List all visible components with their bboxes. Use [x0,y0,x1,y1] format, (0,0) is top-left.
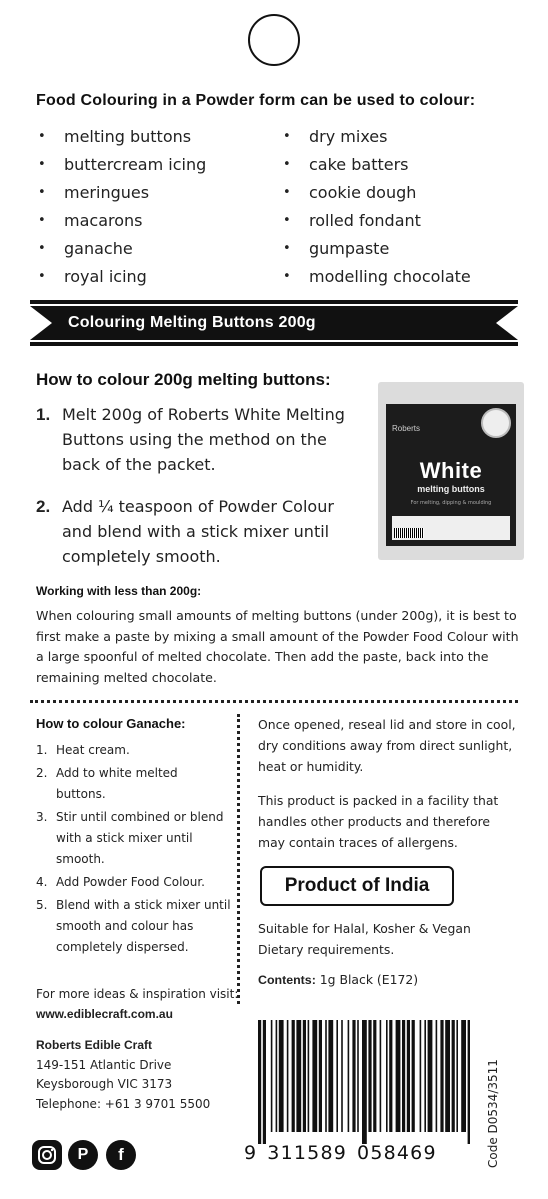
contents-line [258,972,418,987]
instagram-icon[interactable] [32,1140,62,1170]
list-item: • rolled fondant [283,210,421,230]
barcode-bar [341,1020,343,1132]
barcode-bar [380,1020,382,1132]
list-item: • ganache [38,238,133,258]
website-link[interactable]: www.ediblecraft.com.au [36,1007,173,1021]
list-item: • cake batters [283,154,409,174]
bullet-icon: • [283,268,291,284]
list-item: • dry mixes [283,126,388,146]
list-item: 3. Stir until combined or blend with a stick mixer until smooth. [36,810,224,866]
list-item: • macarons [38,210,143,230]
divider-horizontal [30,700,518,703]
bullet-icon: • [283,212,291,228]
barcode-bar [263,1020,266,1144]
barcode-bar [296,1020,301,1132]
barcode-bar [424,1020,426,1132]
blank-circle-marker [248,14,300,66]
barcode-bar [319,1020,322,1132]
barcode-bar [428,1020,433,1132]
bullet-icon: • [283,156,291,172]
barcode-bar [303,1020,306,1132]
divider-vertical [237,714,240,1004]
barcode-bar [292,1020,295,1132]
barcode-bar [325,1020,327,1132]
packet-subtitle: melting buttons [417,484,485,494]
barcode-bar [389,1020,392,1132]
barcode-bar [336,1020,338,1132]
list-item: • melting buttons [38,126,192,146]
howto-title: How to colour 200g melting buttons: [36,370,331,389]
barcode-bar [258,1020,261,1144]
barcode-bar [452,1020,455,1132]
facebook-icon[interactable]: f [106,1140,136,1170]
less-body: When colouring small amounts of melting buttons (under 200g), it is best to first make a paste by mixing a small amount of the Powder Food Colour with a large spoonful of melted chocolate. Then add the paste, back into the remaining melted chocolate. [36,608,519,685]
barcode-bar [420,1020,422,1132]
barcode-bar [468,1020,470,1144]
barcode-bar [402,1020,405,1132]
barcode-bar [352,1020,355,1132]
bullet-icon: • [283,128,291,144]
barcode-graphic [258,1020,470,1144]
less-title: Working with less than 200g: [36,584,202,598]
step-number: 2. [36,497,51,516]
list-item: 1. Heat cream. [36,743,130,757]
barcode-bar [357,1020,359,1132]
barcode-bar [456,1020,458,1132]
list-item: • modelling chocolate [283,266,471,286]
bullet-icon: • [38,268,46,284]
barcode-bar [279,1020,284,1132]
company-address-line: Keysborough VIC 3173 [36,1077,173,1091]
barcode-bar [436,1020,438,1132]
banner-rule-top [30,300,518,304]
list-item: • buttercream icing [38,154,207,174]
barcode-digit-group: 9 [244,1142,258,1164]
packet-badge-icon [481,408,511,438]
barcode-bar [368,1020,371,1132]
barcode-bar [276,1020,278,1132]
barcode-bar [440,1020,443,1132]
contents-label: Contents: [258,973,316,987]
ganache-steps [36,740,231,960]
packet-brand: Roberts [392,424,421,433]
barcode-digit-group: 058469 [357,1142,437,1164]
bullet-icon: • [38,212,46,228]
company-address-line: 149-151 Atlantic Drive [36,1057,172,1072]
bullet-icon: • [38,156,46,172]
company-name: Roberts Edible Craft [36,1038,153,1052]
dietary-text: Suitable for Halal, Kosher & Vegan Dietary requirements. [258,921,471,957]
banner-title: Colouring Melting Buttons 200g [68,314,316,331]
company-info [36,1036,210,1114]
bullet-icon: • [38,184,46,200]
packet-front [386,404,516,546]
barcode-bar [373,1020,376,1132]
list-item: • gumpaste [283,238,390,258]
step-text: Add ¼ teaspoon of Powder Colour and blend with a stick mixer until completely smooth. [62,497,334,566]
ganache-title: How to colour Ganache: [36,716,186,731]
list-item: 2. Add to white melted buttons. [36,766,178,801]
list-item: • royal icing [38,266,147,286]
company-phone: Telephone: +61 3 9701 5500 [36,1096,211,1111]
packet-tagline: For melting, dipping & moulding [410,500,492,506]
more-text: For more ideas & inspiration visit: [36,987,239,1001]
uses-list-right [283,122,471,290]
more-info [36,984,246,1024]
barcode-bar [386,1020,388,1132]
barcode-bar [287,1020,289,1132]
storage-text: Once opened, reseal lid and store in cool, dry conditions away from direct sunlight, heat or humidity. [258,717,516,774]
product-code: Code D0534/3511 [486,1059,500,1168]
product-packet-image [378,382,524,560]
barcode-bar [312,1020,317,1132]
allergen-text: This product is packed in a facility that handles other products and therefore may contain traces of allergens. [258,793,499,850]
barcode-bar [328,1020,333,1132]
barcode-bar [407,1020,410,1132]
packet-barcode-icon [394,528,424,538]
bullet-icon: • [38,240,46,256]
origin-box: Product of India [260,866,454,906]
barcode-bar [445,1020,450,1132]
list-item: 4. Add Powder Food Colour. [36,875,205,889]
pinterest-icon[interactable]: P [68,1140,98,1170]
packet-name: White [419,458,483,483]
barcode-bar [308,1020,310,1132]
bullet-icon: • [283,240,291,256]
barcode-bar [412,1020,415,1132]
barcode-number [244,1142,437,1164]
barcode-bar [348,1020,350,1132]
contents-value: 1g Black (E172) [319,972,419,987]
barcode-bar [396,1020,401,1132]
barcode-bar [461,1020,466,1132]
barcode-bar [362,1020,367,1144]
barcode-bar [271,1020,273,1132]
bullet-icon: • [283,184,291,200]
barcode-digit-group: 311589 [267,1142,348,1164]
list-item: 5. Blend with a stick mixer until smooth and colour has completely dispersed. [36,898,231,954]
step-text: Melt 200g of Roberts White Melting Buttons using the method on the back of the packet. [62,405,345,474]
list-item: • cookie dough [283,182,417,202]
uses-list-left [38,122,206,290]
banner-rule-bottom [30,342,518,346]
step-number: 1. [36,405,51,424]
list-item: • meringues [38,182,150,202]
uses-heading: Food Colouring in a Powder form can be used to colour: [36,92,476,109]
bullet-icon: • [38,128,46,144]
